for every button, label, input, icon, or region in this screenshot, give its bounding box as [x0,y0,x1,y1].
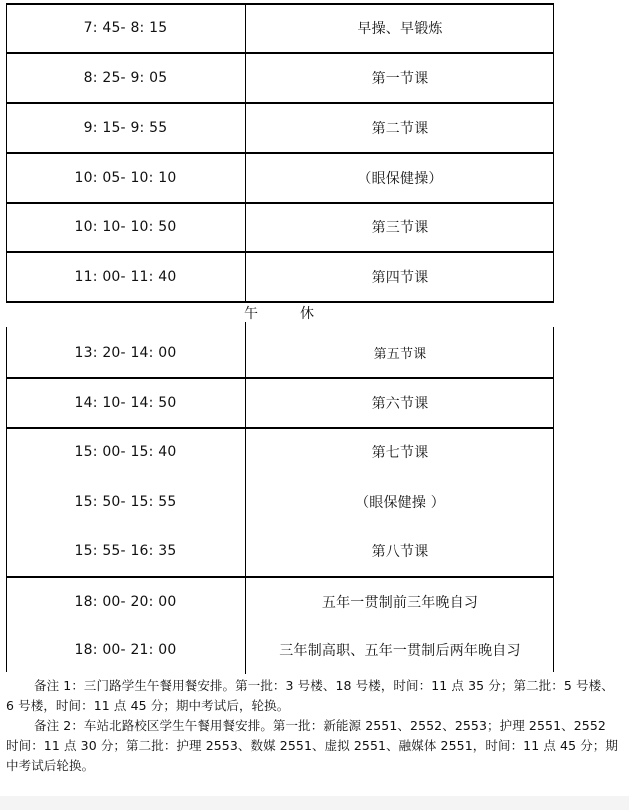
activity-cell: 第六节课 [371,395,429,412]
time-cell: 14: 10- 14: 50 [74,394,177,411]
notes-section [6,676,621,776]
time-cell: 10: 10- 10: 50 [74,219,177,235]
time-cell: 10: 05- 10: 10 [74,169,177,186]
activity-cell: 第一节课 [371,70,429,87]
activity-cell: 第三节课 [371,220,429,236]
activity-cell: 第八节课 [371,543,429,560]
noon-break-row [6,303,554,327]
page-bottom-edge [0,796,629,810]
time-cell: 15: 00- 15: 40 [74,444,177,460]
activity-cell: 早操、早锻炼 [357,21,443,37]
noon-break-char: 午 [244,306,258,322]
time-cell: 13: 20- 14: 00 [74,344,177,361]
time-cell: 15: 55- 16: 35 [74,542,177,559]
time-cell: 18: 00- 20: 00 [74,594,177,610]
activity-cell: 第四节课 [371,269,429,286]
activity-cell: 三年制高职、五年一贯制后两年晚自习 [279,643,521,659]
time-cell: 9: 15- 9: 55 [83,119,168,136]
time-cell: 8: 25- 9: 05 [83,69,168,86]
time-cell: 7: 45- 8: 15 [83,20,168,36]
activity-cell: （眼保健操 ） [355,494,445,511]
activity-cell: 第五节课 [373,347,427,362]
note-paragraph: 备注 1：三门路学生午餐用餐安排。第一批：3 号楼、18 号楼，时间：11 点 35 分；第二批：5 号楼、6 号楼，时间：11 点 45 分；期中考试后，轮换。 [6,678,614,713]
note-paragraph: 备注 2：车站北路校区学生午餐用餐安排。第一批：新能源 2551、2552、2553；护理 2551、2552 时间：11 点 30 分；第二批：护理 2553、数媒 2551、虚拟 2551、融媒体 2551，时间：11 点 45 分；期中考试后轮换。 [6,718,619,773]
activity-cell: （眼保健操） [357,170,443,187]
activity-cell: 第七节课 [371,445,429,461]
time-cell: 11: 00- 11: 40 [74,268,177,285]
activity-cell: 第二节课 [371,120,429,137]
time-cell: 18: 00- 21: 00 [74,642,177,658]
activity-cell: 五年一贯制前三年晚自习 [321,595,479,611]
time-cell: 15: 50- 15: 55 [74,493,177,510]
noon-break-char: 休 [300,306,314,322]
